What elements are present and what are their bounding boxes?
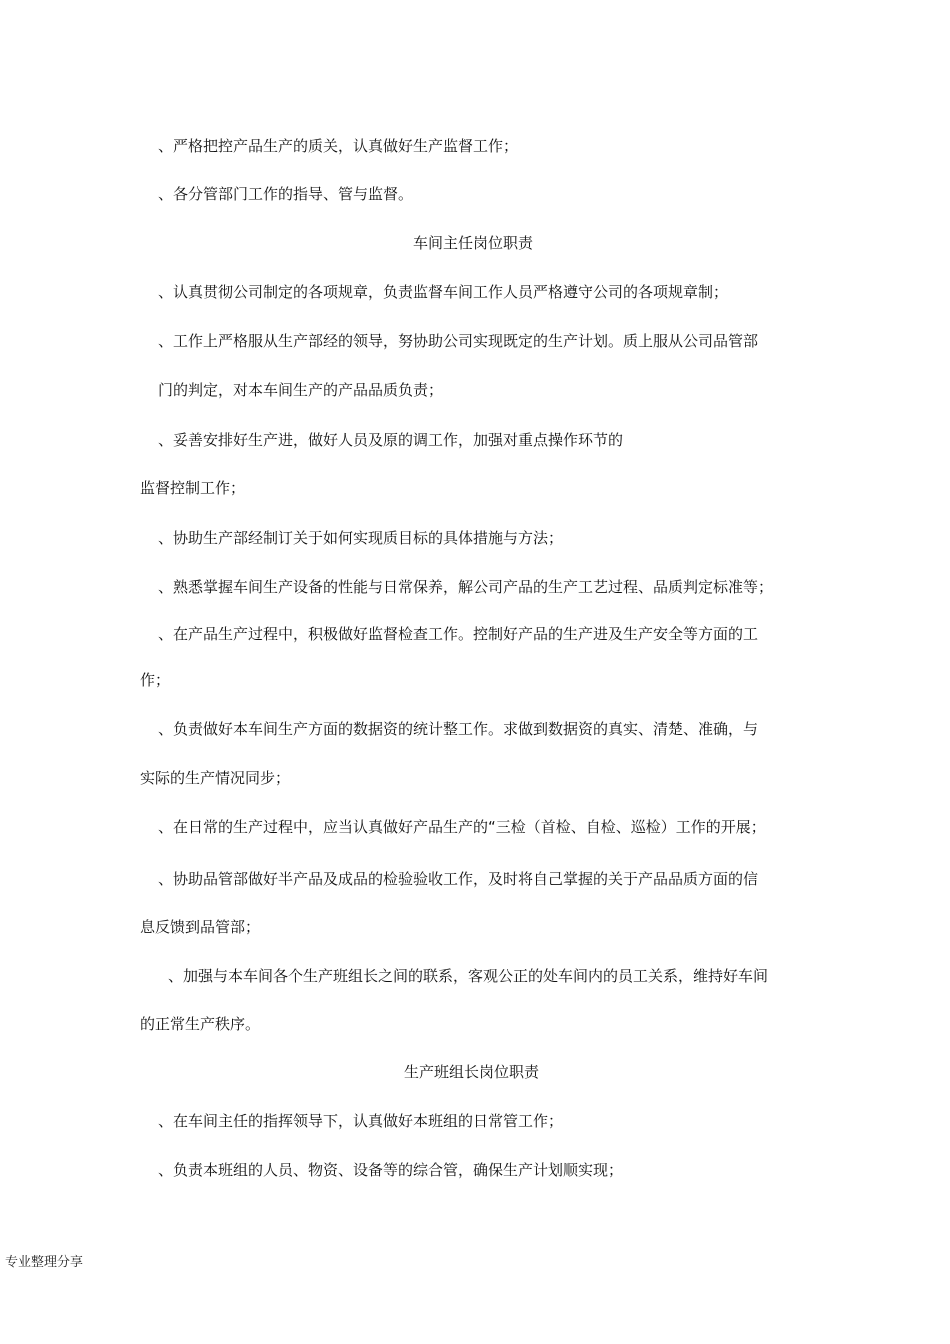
paragraph-line: 、工作上严格服从生产部经的领导，努协助公司实现既定的生产计划。质上服从公司品管部 <box>158 332 759 350</box>
paragraph-line: 、负责本班组的人员、物资、设备等的综合管，确保生产计划顺实现； <box>158 1161 624 1179</box>
paragraph-line: 、加强与本车间各个生产班组长之间的联系，客观公正的处车间内的员工关系，维持好车间 <box>168 967 769 985</box>
paragraph-line: 作； <box>140 671 171 689</box>
paragraph-line: 、认真贯彻公司制定的各项规章，负责监督车间工作人员严格遵守公司的各项规章制； <box>158 283 729 301</box>
paragraph-line: 门的判定，对本车间生产的产品品质负责； <box>158 381 444 399</box>
paragraph-line: 实际的生产情况同步； <box>140 769 291 787</box>
paragraph-line: 、在日常的生产过程中，应当认真做好产品生产的“三检（首检、自检、巡检）工作的开展； <box>158 818 766 836</box>
paragraph-line: 、各分管部门工作的指导、管与监督。 <box>158 185 414 203</box>
paragraph-line: 、熟悉掌握车间生产设备的性能与日常保养，解公司产品的生产工艺过程、品质判定标准等； <box>158 578 774 596</box>
paragraph-line: 、协助品管部做好半产品及成品的检验验收工作，及时将自己掌握的关于产品品质方面的信 <box>158 870 759 888</box>
paragraph-line: 、在产品生产过程中，积极做好监督检查工作。控制好产品的生产进及生产安全等方面的工 <box>158 625 759 643</box>
paragraph-line: 的正常生产秩序。 <box>140 1015 261 1033</box>
page-footer-note: 专业整理分享 <box>5 1255 84 1270</box>
section-heading-team-leader: 生产班组长岗位职责 <box>404 1063 540 1081</box>
paragraph-line: 、协助生产部经制订关于如何实现质目标的具体措施与方法； <box>158 529 564 547</box>
paragraph-line: 息反馈到品管部； <box>140 918 261 936</box>
paragraph-line: 监督控制工作； <box>140 479 246 497</box>
paragraph-line: 、在车间主任的指挥领导下，认真做好本班组的日常管工作； <box>158 1112 564 1130</box>
section-heading-workshop-director: 车间主任岗位职责 <box>413 234 534 252</box>
paragraph-line: 、严格把控产品生产的质关，认真做好生产监督工作； <box>158 137 519 155</box>
paragraph-line: 、负责做好本车间生产方面的数据资的统计整工作。求做到数据资的真实、清楚、准确，与 <box>158 720 759 738</box>
paragraph-line: 、妥善安排好生产进，做好人员及原的调工作，加强对重点操作环节的 <box>158 431 624 449</box>
